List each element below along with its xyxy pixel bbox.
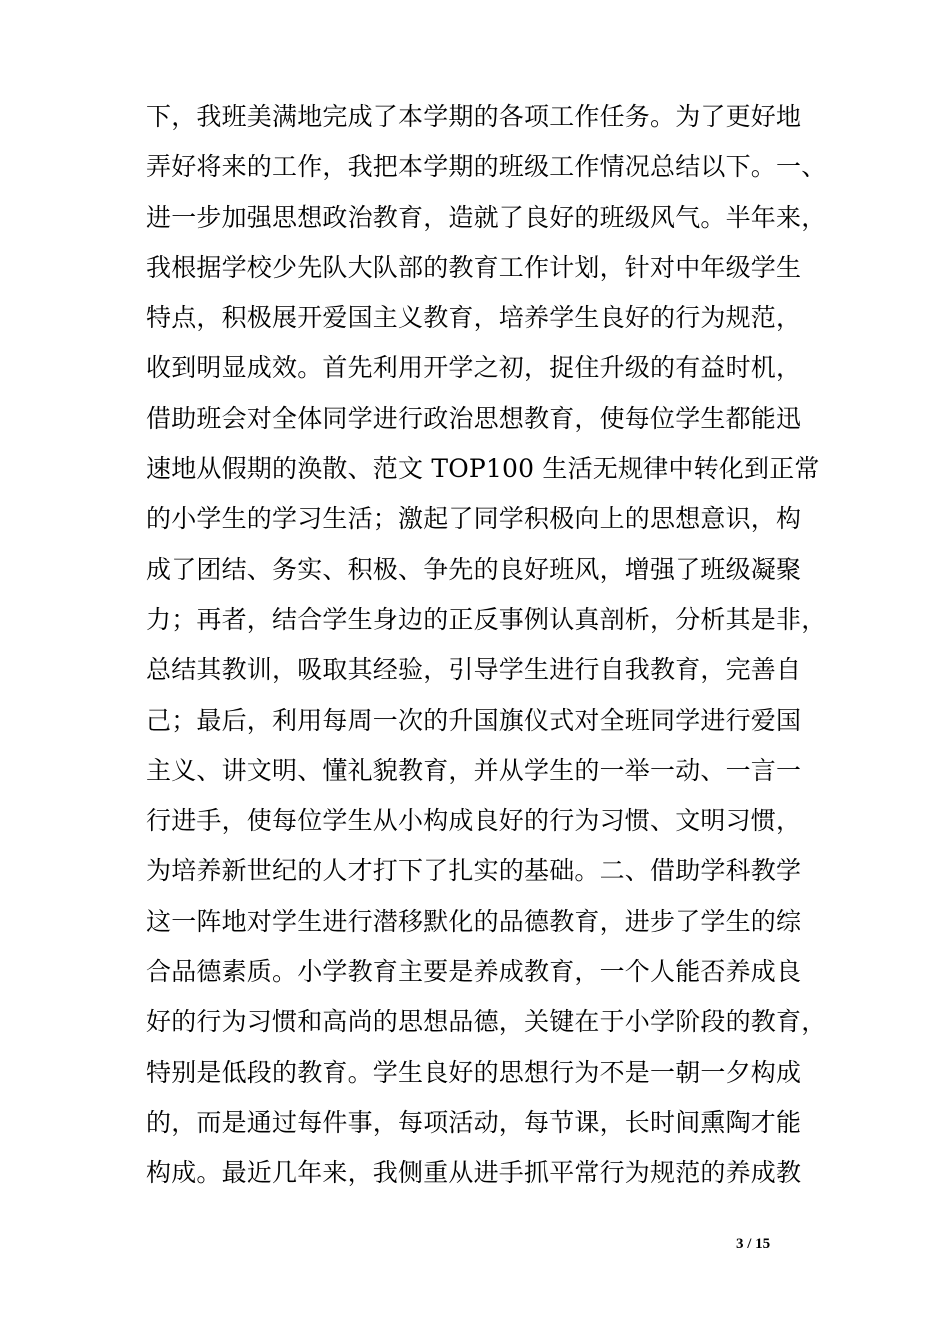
text-line: 这一阵地对学生进行潜移默化的品德教育，进步了学生的综 <box>146 906 802 936</box>
text-line: 为培养新世纪的人才打下了扎实的基础。二、借助学科教学 <box>146 856 802 886</box>
text-line: 特别是低段的教育。学生良好的思想行为不是一朝一夕构成 <box>146 1057 802 1087</box>
page-number: 3 / 15 <box>736 1236 771 1252</box>
text-line: 成了团结、务实、积极、争先的良好班风，增强了班级凝聚 <box>146 554 802 584</box>
text-line: 的，而是通过每件事，每项活动，每节课，长时间熏陶才能 <box>146 1107 802 1137</box>
text-line: 下，我班美满地完成了本学期的各项工作任务。为了更好地 <box>146 102 802 131</box>
text-line: 我根据学校少先队大队部的教育工作计划，针对中年级学生 <box>146 252 802 282</box>
body-text <box>146 92 836 1199</box>
text-line: 总结其教训，吸取其经验，引导学生进行自我教育，完善自 <box>146 655 802 685</box>
text-line: 力；再者，结合学生身边的正反事例认真剖析，分析其是非， <box>146 604 827 634</box>
text-line: 合品德素质。小学教育主要是养成教育，一个人能否养成良 <box>146 957 802 987</box>
text-line: 弄好将来的工作，我把本学期的班级工作情况总结以下。一、 <box>146 152 827 182</box>
text-line: 好的行为习惯和高尚的思想品德，关键在于小学阶段的教育， <box>146 1007 827 1037</box>
text-line: 借助班会对全体同学进行政治思想教育，使每位学生都能迅 <box>146 403 802 433</box>
text-line: 进一步加强思想政治教育，造就了良好的班级风气。半年来， <box>146 202 827 232</box>
text-line: 收到明显成效。首先利用开学之初，捉住升级的有益时机， <box>146 353 802 383</box>
text-line: 构成。最近几年来，我侧重从进手抓平常行为规范的养成教 <box>146 1158 802 1188</box>
text-line: 主义、讲文明、懂礼貌教育，并从学生的一举一动、一言一 <box>146 755 802 785</box>
text-line: 速地从假期的涣散、范文 TOP100 生活无规律中转化到正常 <box>146 454 820 484</box>
text-line: 的小学生的学习生活；激起了同学积极向上的思想意识，构 <box>146 504 802 534</box>
text-line: 己；最后，利用每周一次的升国旗仪式对全班同学进行爱国 <box>146 705 802 735</box>
text-line: 行进手，使每位学生从小构成良好的行为习惯、文明习惯， <box>146 806 802 836</box>
text-line: 特点，积极展开爱国主义教育，培养学生良好的行为规范， <box>146 303 802 333</box>
